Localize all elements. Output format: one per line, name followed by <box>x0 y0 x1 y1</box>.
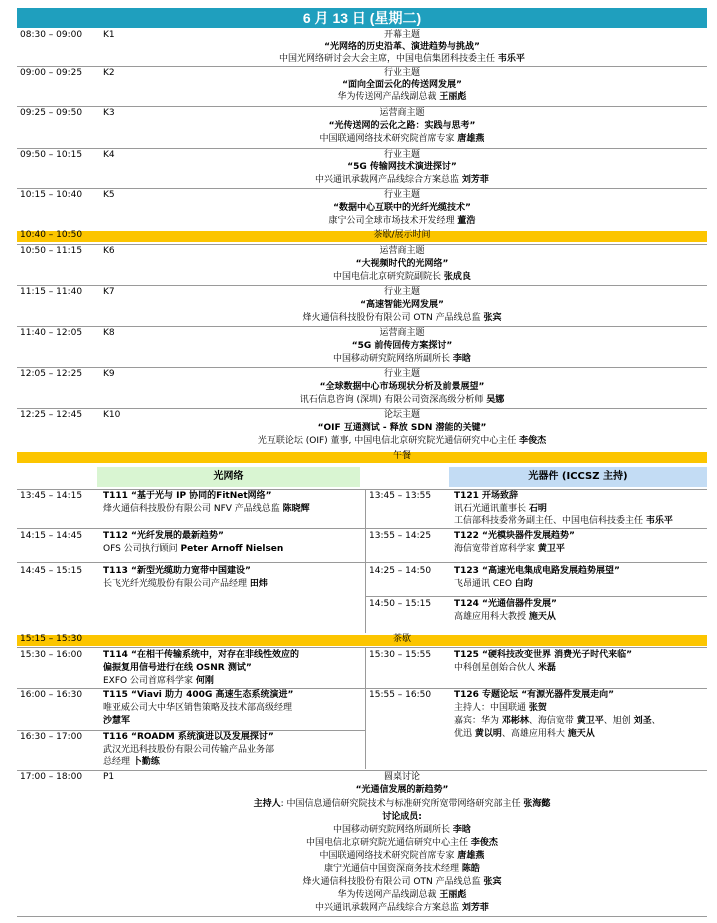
session-type: 运营商主题 <box>379 246 425 256</box>
session-title: T125 “硬科技改变世界 消费光子时代来临” <box>454 650 633 660</box>
session-speaker <box>103 676 365 688</box>
session-speaker <box>97 54 707 66</box>
session-title: T112 “光纤发展的最新趋势” <box>103 531 224 541</box>
session-host <box>454 703 709 715</box>
session-type: 运营商主题 <box>379 108 425 118</box>
speaker-affiliation: 光互联论坛 (OIF) 董事, 中国电信北京研究院光通信研究中心主任 <box>257 436 520 446</box>
speaker-name: 董浩 <box>457 216 476 226</box>
row-divider <box>17 188 707 189</box>
track-header-right: 光器件 (ICCSZ 主持) <box>449 467 707 487</box>
speaker-affiliation: 武汉光迅科技股份有限公司传输产品业务部 <box>103 745 275 755</box>
break-time: 15:15 – 15:30 <box>20 634 83 644</box>
speaker-name: 何刚 <box>195 676 214 686</box>
host-label: 主持人 <box>253 799 281 809</box>
speaker-name: Peter Arnoff Nielsen <box>180 544 284 554</box>
session-title: “5G 前传回传方案探讨” <box>351 341 453 351</box>
host-affiliation: : 中国信息通信研究院技术与标准研究所宽带网络研究部主任 <box>280 799 524 809</box>
session-title: T115 “Viavi 助力 400G 高速生态系统演进” <box>103 690 294 700</box>
session-code: K3 <box>103 108 115 118</box>
lunch-label: 午餐 <box>392 451 411 461</box>
separator: 、 <box>651 716 661 726</box>
speaker-affiliation: 烽火通信科技股份有限公司 OTN 产品线总监 <box>302 313 484 323</box>
session-type: 圆桌讨论 <box>383 772 420 782</box>
session-time: 14:50 – 15:15 <box>369 599 432 609</box>
session-code: K6 <box>103 246 115 256</box>
guest-name: 刘圣 <box>633 716 652 726</box>
speaker-name: 唐雄燕 <box>457 134 485 144</box>
session-title: T113 “新型光缆助力宽带中国建设” <box>103 566 251 576</box>
speaker-affiliation: 烽火通信科技股份有限公司 NFV 产品线总监 <box>103 504 283 514</box>
session-speaker <box>97 134 707 146</box>
row-divider <box>17 285 707 286</box>
date-header: 6 月 13 日 (星期二) <box>17 8 707 28</box>
session-type: 行业主题 <box>383 150 420 160</box>
session-title: T122 “光模块器件发展趋势” <box>454 531 575 541</box>
speaker-affiliation: 康宁公司全球市场技术开发经理 <box>328 216 458 226</box>
row-divider <box>17 367 707 368</box>
session-title: T126 专题论坛 “有源光器件发展走向” <box>454 690 615 700</box>
row-divider <box>17 730 365 731</box>
session-time: 16:00 – 16:30 <box>20 690 83 700</box>
session-speaker <box>454 544 709 556</box>
row-divider <box>17 647 707 648</box>
session-speaker <box>97 175 707 187</box>
session-speaker <box>97 354 707 366</box>
session-time: 14:15 – 14:45 <box>20 531 83 541</box>
session-time: 09:25 – 09:50 <box>20 108 83 118</box>
session-title: T124 “光通信器件发展” <box>454 599 557 609</box>
panel-member <box>97 838 707 850</box>
member-name: 王丽彪 <box>439 890 467 900</box>
lane-divider <box>365 489 366 633</box>
member-affiliation: 烽火通信科技股份有限公司 OTN 产品线总监 <box>302 877 484 887</box>
speaker-name: 张成良 <box>443 272 471 282</box>
speaker-affiliation: 唯亚威公司大中华区销售策略及技术部高级经理 <box>103 703 293 713</box>
panel-member <box>97 903 707 915</box>
member-name: 唐雄燕 <box>457 851 485 861</box>
guest-name: 施天从 <box>567 729 595 739</box>
session-code: P1 <box>103 772 115 782</box>
row-divider <box>17 562 365 563</box>
guest-name: 黄以明 <box>474 729 502 739</box>
guest-name: 黄卫平 <box>576 716 604 726</box>
session-time: 15:30 – 16:00 <box>20 650 83 660</box>
member-affiliation: 康宁光通信中国资深商务技术经理 <box>324 864 462 874</box>
row-divider <box>365 688 707 689</box>
speaker-title: 总经理 <box>103 757 133 767</box>
session-guests <box>454 716 709 728</box>
row-divider <box>17 326 707 327</box>
session-title: “数据中心互联中的光纤光缆技术” <box>333 203 471 213</box>
session-title: “光传送网的云化之路：实践与思考” <box>328 121 476 131</box>
member-name: 张宾 <box>483 877 502 887</box>
session-time: 08:30 – 09:00 <box>20 30 83 40</box>
host-name: 张海懿 <box>523 799 551 809</box>
session-speaker <box>454 612 709 624</box>
row-divider <box>17 148 707 149</box>
panel-member <box>97 877 707 889</box>
session-speaker <box>454 663 709 675</box>
row-divider <box>365 596 707 597</box>
session-time: 13:45 – 13:55 <box>369 491 432 501</box>
speaker-affiliation: 工信部科技委常务副主任、中国电信科技委主任 <box>454 516 646 526</box>
panel-member <box>97 864 707 876</box>
guest-affiliation: 、高雄应用科大 <box>501 729 568 739</box>
session-title: T114 “在相干传输系统中，对存在非线性效应的 <box>103 650 299 660</box>
member-name: 陈皓 <box>461 864 480 874</box>
session-code: K1 <box>103 30 115 40</box>
speaker-affiliation: 海信宽带首席科学家 <box>454 544 538 554</box>
speaker-affiliation: 中兴通讯承载网产品线综合方案总监 <box>315 175 462 185</box>
row-divider <box>365 562 707 563</box>
row-divider <box>17 66 707 67</box>
session-type: 行业主题 <box>383 369 420 379</box>
row-divider <box>17 688 365 689</box>
session-time: 17:00 – 18:00 <box>20 772 83 782</box>
row-divider <box>17 408 707 409</box>
session-speaker <box>103 757 365 769</box>
session-speaker <box>103 504 365 516</box>
speaker-name: 韦乐平 <box>645 516 673 526</box>
session-time: 16:30 – 17:00 <box>20 732 83 742</box>
row-divider <box>365 528 707 529</box>
row-divider <box>17 106 707 107</box>
session-speaker <box>97 395 707 407</box>
member-name: 李晗 <box>452 825 471 835</box>
session-code: K4 <box>103 150 115 160</box>
speaker-name: 韦乐平 <box>497 54 525 64</box>
member-name: 李俊杰 <box>470 838 498 848</box>
session-code: K8 <box>103 328 115 338</box>
session-title: “全球数据中心市场现状分析及前景展望” <box>319 382 485 392</box>
guest-affiliation: 、旭创 <box>603 716 634 726</box>
panel-members-label: 讨论成员: <box>382 812 422 822</box>
speaker-affiliation: 中国光网络研讨会大会主席，中国电信集团科技委主任 <box>279 54 498 64</box>
session-type: 开幕主题 <box>383 30 420 40</box>
session-code: K2 <box>103 68 115 78</box>
session-speaker <box>454 579 709 591</box>
speaker-affiliation: OFS 公司执行顾问 <box>103 544 181 554</box>
session-time: 14:25 – 14:50 <box>369 566 432 576</box>
member-affiliation: 华为传送网产品线副总裁 <box>337 890 440 900</box>
session-time: 10:15 – 10:40 <box>20 190 83 200</box>
session-time: 11:15 – 11:40 <box>20 287 83 297</box>
host-name: 张贺 <box>528 703 547 713</box>
break-label: 茶歇 <box>392 634 411 644</box>
speaker-name: 吴娜 <box>486 395 505 405</box>
speaker-name: 米磊 <box>537 663 556 673</box>
row-divider <box>17 770 707 771</box>
session-code: K7 <box>103 287 115 297</box>
break-label: 茶歇/展示时间 <box>373 230 431 240</box>
session-title: “OIF 互通测试 - 释放 SDN 潜能的关键” <box>317 423 487 433</box>
panel-member <box>97 825 707 837</box>
session-code: K10 <box>103 410 121 420</box>
row-divider <box>17 916 707 917</box>
session-title: “5G 传输网技术演进探讨” <box>347 162 457 172</box>
speaker-name: 张宾 <box>483 313 502 323</box>
member-affiliation: 中国移动研究院网络所副所长 <box>333 825 453 835</box>
session-speaker <box>97 92 707 104</box>
session-guests-2 <box>454 729 709 741</box>
speaker-name: 沙慧军 <box>103 716 131 726</box>
session-title-2: 偏振复用信号进行在线 OSNR 测试” <box>103 663 252 673</box>
session-speaker <box>97 216 707 228</box>
member-affiliation: 中兴通讯承载网产品线综合方案总监 <box>315 903 462 913</box>
session-title: T121 开场致辞 <box>454 491 519 501</box>
member-affiliation: 中国联通网络技术研究院首席专家 <box>319 851 458 861</box>
session-title: T123 “高速光电集成电路发展趋势展望” <box>454 566 620 576</box>
panel-host <box>97 799 707 811</box>
track-header-left: 光网络 <box>97 467 360 487</box>
speaker-affiliation: 华为传送网产品线副总裁 <box>337 92 440 102</box>
session-time: 15:30 – 15:55 <box>369 650 432 660</box>
speaker-name: 陈晓辉 <box>282 504 310 514</box>
session-title: “光通信发展的新趋势” <box>355 785 449 795</box>
break-time: 10:40 – 10:50 <box>20 230 83 240</box>
session-type: 行业主题 <box>383 287 420 297</box>
speaker-name: 刘芳菲 <box>461 175 489 185</box>
guest-affiliation: 、海信宽带 <box>528 716 577 726</box>
session-speaker <box>97 313 707 325</box>
session-title: T111 “基于光与 IP 协同的FitNet网络” <box>103 491 272 501</box>
session-time: 13:45 – 14:15 <box>20 491 83 501</box>
session-speaker <box>454 504 709 516</box>
panel-member <box>97 851 707 863</box>
session-title: “高速智能光网发展” <box>360 300 444 310</box>
member-affiliation: 中国电信北京研究院光通信研究中心主任 <box>306 838 471 848</box>
speaker-name: 卜勤练 <box>132 757 160 767</box>
session-title: T116 “ROADM 系统演进以及发展探讨” <box>103 732 274 742</box>
session-speaker <box>103 544 365 556</box>
panel-member <box>97 890 707 902</box>
speaker-affiliation: 中国电信北京研究院副院长 <box>333 272 444 282</box>
session-speaker <box>97 272 707 284</box>
session-time: 14:45 – 15:15 <box>20 566 83 576</box>
session-code: K9 <box>103 369 115 379</box>
member-name: 刘芳菲 <box>461 903 489 913</box>
guest-label: 嘉宾：华为 <box>454 716 502 726</box>
guest-affiliation: 优迅 <box>454 729 475 739</box>
session-time: 12:05 – 12:25 <box>20 369 83 379</box>
speaker-affiliation: 讯石信息咨询 (深圳) 有限公司资深高级分析师 <box>299 395 487 405</box>
session-time: 13:55 – 14:25 <box>369 531 432 541</box>
speaker-name: 王丽彪 <box>439 92 467 102</box>
speaker-affiliation: EXFO 公司首席科学家 <box>103 676 196 686</box>
lane-divider <box>365 647 366 769</box>
session-title: “光网络的历史沿革、演进趋势与挑战” <box>324 42 480 52</box>
session-type: 行业主题 <box>383 68 420 78</box>
speaker-affiliation: 飞昂通讯 CEO <box>454 579 515 589</box>
row-divider <box>17 489 707 490</box>
session-speaker-2 <box>454 516 709 528</box>
session-title: “大视频时代的光网络” <box>355 259 449 269</box>
speaker-name: 施天从 <box>528 612 556 622</box>
speaker-name: 李俊杰 <box>519 436 547 446</box>
speaker-affiliation: 高雄应用科大教授 <box>454 612 529 622</box>
session-type: 行业主题 <box>383 190 420 200</box>
speaker-name: 石明 <box>528 504 547 514</box>
session-speaker <box>97 436 707 448</box>
row-divider <box>17 528 365 529</box>
speaker-name: 李晗 <box>452 354 471 364</box>
session-type: 运营商主题 <box>379 328 425 338</box>
session-time: 12:25 – 12:45 <box>20 410 83 420</box>
guest-name: 邓彬林 <box>501 716 529 726</box>
speaker-affiliation: 中国移动研究院网络所副所长 <box>333 354 453 364</box>
session-type: 论坛主题 <box>383 410 420 420</box>
session-title: “面向全面云化的传送网发展” <box>342 80 462 90</box>
row-divider <box>17 244 707 245</box>
session-speaker <box>103 579 365 591</box>
speaker-affiliation: 长飞光纤光缆股份有限公司产品经理 <box>103 579 250 589</box>
session-time: 09:00 – 09:25 <box>20 68 83 78</box>
speaker-affiliation: 中国联通网络技术研究院首席专家 <box>319 134 458 144</box>
speaker-name: 田炜 <box>249 579 268 589</box>
speaker-affiliation: 讯石光通讯董事长 <box>454 504 529 514</box>
speaker-affiliation: 中科创星创始合伙人 <box>454 663 538 673</box>
session-time: 10:50 – 11:15 <box>20 246 83 256</box>
session-code: K5 <box>103 190 115 200</box>
speaker-name: 白昀 <box>514 579 533 589</box>
session-time: 09:50 – 10:15 <box>20 150 83 160</box>
session-time: 15:55 – 16:50 <box>369 690 432 700</box>
host-affiliation: 主持人：中国联通 <box>454 703 529 713</box>
speaker-name: 黄卫平 <box>537 544 565 554</box>
session-time: 11:40 – 12:05 <box>20 328 83 338</box>
